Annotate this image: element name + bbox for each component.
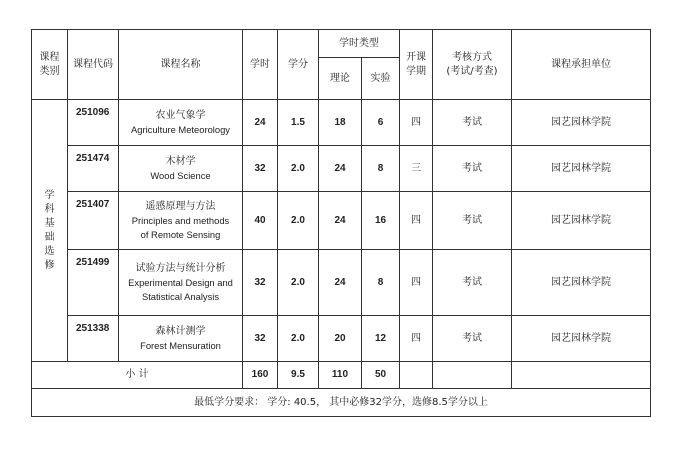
exam-cell: 考试: [433, 100, 512, 146]
subtotal-hours: 160: [243, 362, 278, 389]
credits-cell: 2.0: [278, 146, 319, 192]
min-credit-requirement: 最低学分要求： 学分: 40.5， 其中必修32学分，选修8.5学分以上: [32, 389, 651, 417]
header-row: [32, 30, 651, 58]
theory-cell: 20: [319, 316, 362, 362]
hours-cell: 32: [243, 146, 278, 192]
subtotal-credits: 9.5: [278, 362, 319, 389]
credits-cell: 2.0: [278, 192, 319, 250]
course-code: 251096: [68, 100, 119, 146]
semester-cell: 三: [400, 146, 433, 192]
semester-cell: 四: [400, 100, 433, 146]
theory-cell: 24: [319, 146, 362, 192]
table-row: [32, 250, 651, 316]
subtotal-label: 小 计: [32, 362, 243, 389]
header-category: 课程 类别: [32, 30, 68, 100]
header-lab: 实验: [362, 58, 400, 100]
course-name: 木材学 Wood Science: [119, 146, 243, 192]
hours-cell: 32: [243, 250, 278, 316]
hours-cell: 24: [243, 100, 278, 146]
exam-cell: 考试: [433, 250, 512, 316]
course-name: 试验方法与统计分析 Experimental Design and Statistical Analysis: [119, 250, 243, 316]
header-name: 课程名称: [119, 30, 243, 100]
subtotal-semester: [400, 362, 433, 389]
subtotal-row: [32, 362, 651, 389]
exam-cell: 考试: [433, 192, 512, 250]
semester-cell: 四: [400, 250, 433, 316]
course-name: 农业气象学 Agriculture Meteorology: [119, 100, 243, 146]
hours-cell: 40: [243, 192, 278, 250]
course-table: [31, 29, 651, 417]
unit-cell: 园艺园林学院: [512, 146, 651, 192]
course-code: 251338: [68, 316, 119, 362]
course-name: 遥感原理与方法 Principles and methods of Remote Sensing: [119, 192, 243, 250]
table-row: [32, 146, 651, 192]
lab-cell: 6: [362, 100, 400, 146]
unit-cell: 园艺园林学院: [512, 316, 651, 362]
header-exam: 考核方式 (考试/考查): [433, 30, 512, 100]
course-code: 251407: [68, 192, 119, 250]
hours-cell: 32: [243, 316, 278, 362]
credits-cell: 1.5: [278, 100, 319, 146]
lab-cell: 8: [362, 250, 400, 316]
lab-cell: 16: [362, 192, 400, 250]
theory-cell: 18: [319, 100, 362, 146]
header-code: 课程代码: [68, 30, 119, 100]
subtotal-theory: 110: [319, 362, 362, 389]
header-hours: 学时: [243, 30, 278, 100]
lab-cell: 12: [362, 316, 400, 362]
header-credits: 学分: [278, 30, 319, 100]
course-code: 251499: [68, 250, 119, 316]
semester-cell: 四: [400, 316, 433, 362]
header-hour-type: 学时类型: [319, 30, 400, 58]
table-row: [32, 316, 651, 362]
category-cell: 学 科 基 础 选 修: [32, 100, 68, 362]
exam-cell: 考试: [433, 146, 512, 192]
unit-cell: 园艺园林学院: [512, 250, 651, 316]
table-row: [32, 192, 651, 250]
subtotal-lab: 50: [362, 362, 400, 389]
credits-cell: 2.0: [278, 316, 319, 362]
course-code: 251474: [68, 146, 119, 192]
subtotal-unit: [512, 362, 651, 389]
course-name: 森林计测学 Forest Mensuration: [119, 316, 243, 362]
exam-cell: 考试: [433, 316, 512, 362]
unit-cell: 园艺园林学院: [512, 100, 651, 146]
theory-cell: 24: [319, 192, 362, 250]
subtotal-exam: [433, 362, 512, 389]
unit-cell: 园艺园林学院: [512, 192, 651, 250]
header-unit: 课程承担单位: [512, 30, 651, 100]
lab-cell: 8: [362, 146, 400, 192]
table-row: [32, 100, 651, 146]
header-theory: 理论: [319, 58, 362, 100]
header-semester: 开课 学期: [400, 30, 433, 100]
theory-cell: 24: [319, 250, 362, 316]
footer-row: [32, 389, 651, 417]
semester-cell: 四: [400, 192, 433, 250]
credits-cell: 2.0: [278, 250, 319, 316]
